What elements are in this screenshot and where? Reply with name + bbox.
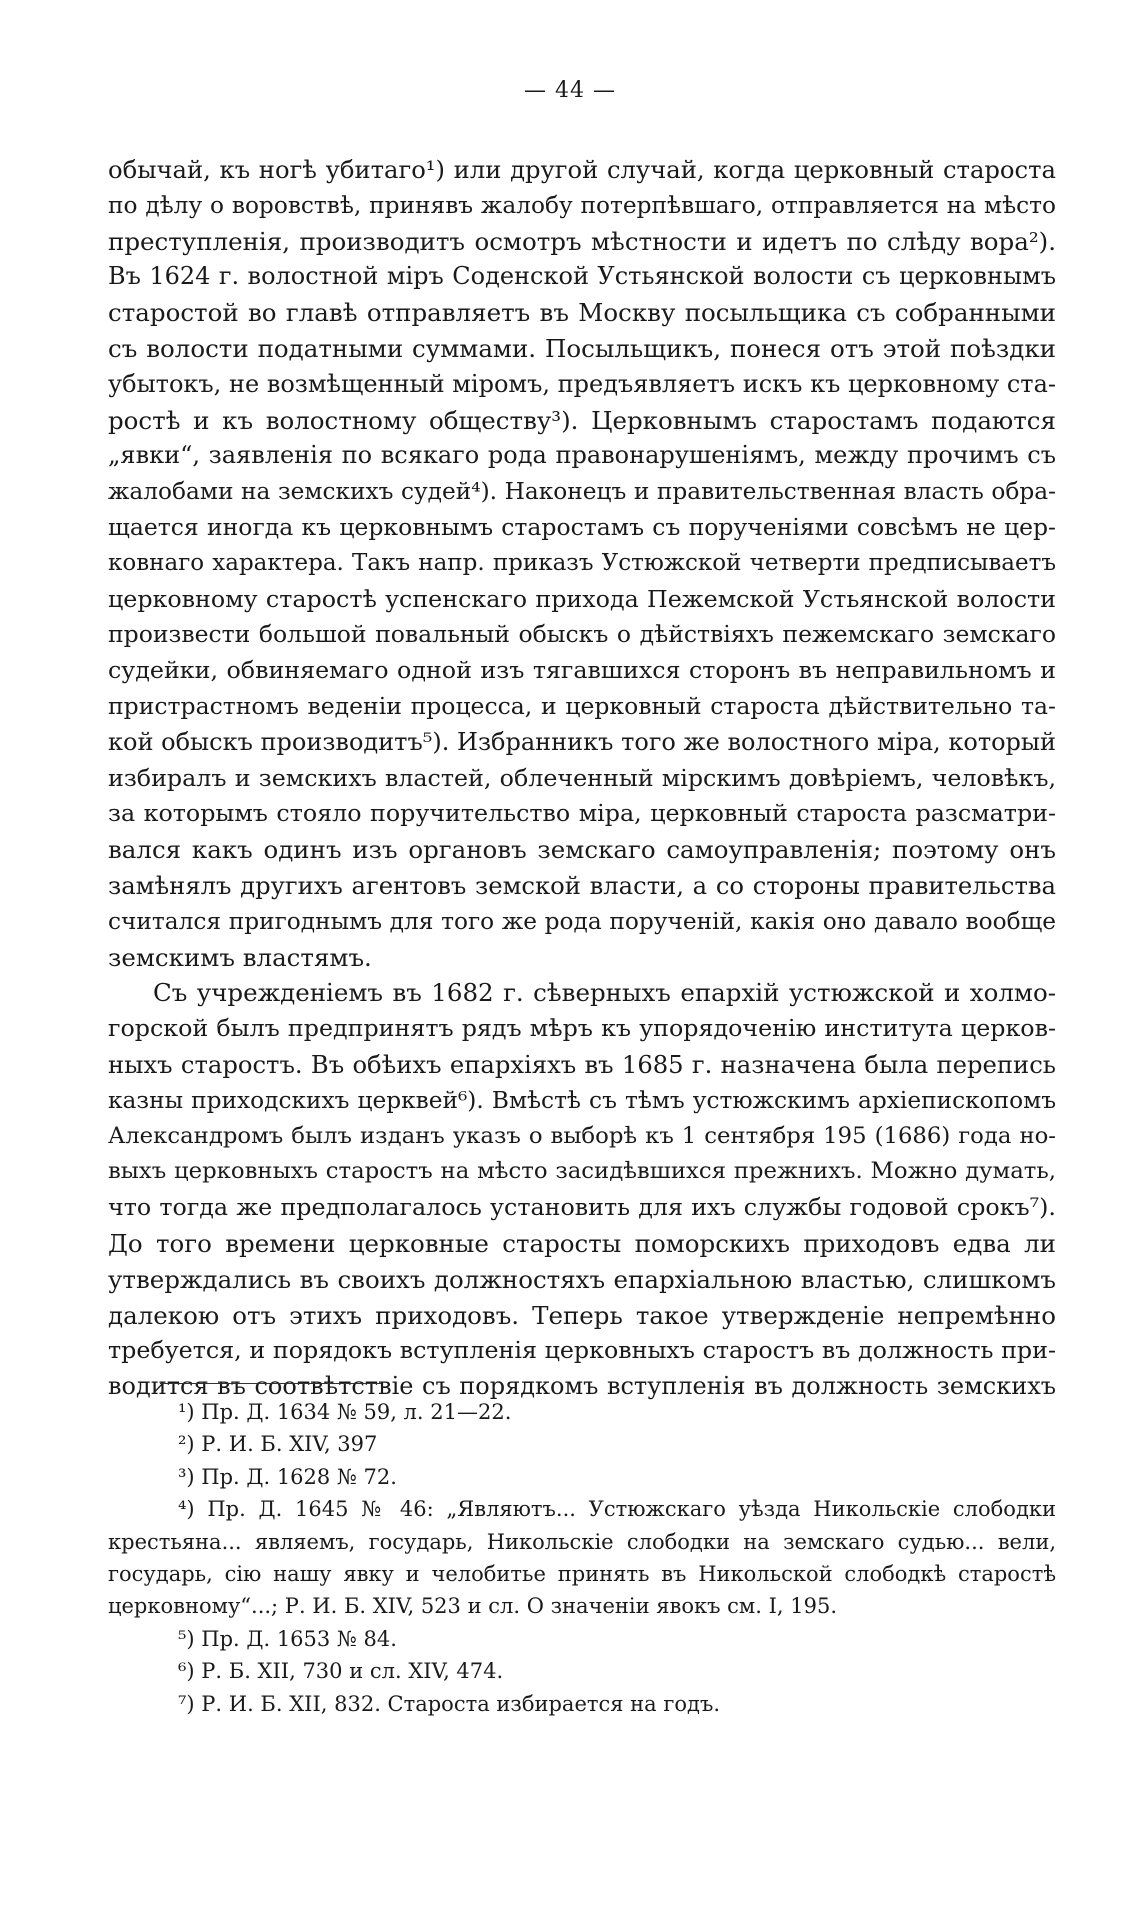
footnotes: [108, 1396, 1056, 1720]
text-line: ростѣ и къ волостному обществу³). Церковнымъ старостамъ подаются: [108, 405, 1056, 435]
footnote-2: ²) Р. И. Б. XIV, 397: [178, 1432, 378, 1457]
text-line: избиралъ и земскихъ властей, облеченный мірскимъ довѣріемъ, человѣкъ,: [108, 763, 1056, 792]
text-line: обычай, къ ногѣ убитаго¹) или другой случай, когда церковный староста: [108, 155, 1056, 184]
main-text: [108, 152, 1056, 1405]
footnote-7: ⁷) Р. И. Б. XII, 832. Староста избирается на годъ.: [178, 1691, 720, 1716]
text-line: щается иногда къ церковнымъ старостамъ съ порученіями совсѣмъ не цер-: [108, 512, 1056, 541]
text-line: пристрастномъ веденіи процесса, и церковный староста дѣйствительно та-: [108, 691, 1056, 720]
text-line: церковному старостѣ успенскаго прихода Пежемской Устьянской волости: [108, 584, 1056, 613]
text-line: жалобами на земскихъ судей⁴). Наконецъ и правительственная власть обра-: [108, 478, 1056, 506]
text-line: что тогда же предполагалось установить для ихъ службы годовой срокъ⁷).: [108, 1193, 1056, 1222]
text-line: Въ 1624 г. волостной міръ Соденской Устьянской волости съ церковнымъ: [108, 262, 1056, 291]
text-line: требуется, и порядокъ вступленія церковныхъ старостъ въ должность при-: [108, 1336, 1056, 1365]
footnote-6: ⁶) Р. Б. XII, 730 и сл. XIV, 474.: [178, 1659, 504, 1684]
text-line: „явки“, заявленія по всякаго рода правонарушеніямъ, между прочимъ съ: [108, 441, 1056, 470]
text-line: выхъ церковныхъ старостъ на мѣсто засидѣвшихся прежнихъ. Можно думать,: [108, 1158, 1056, 1185]
footnote-1: ¹) Пр. Д. 1634 № 59, л. 21—22.: [178, 1400, 512, 1424]
paragraph-end-line: земскимъ властямъ.: [108, 942, 372, 972]
text-line: по дѣлу о воровствѣ, принявъ жалобу потерпѣвшаго, отправляется на мѣсто: [108, 191, 1056, 219]
text-line: вался какъ одинъ изъ органовъ земскаго самоуправленія; поэтому онъ: [108, 835, 1056, 865]
text-line: за которымъ стояло поручительство міра, церковный староста разсматри-: [108, 799, 1056, 828]
text-line: далекою отъ этихъ приходовъ. Теперь такое утвержденіе непремѣнно: [108, 1300, 1056, 1330]
text-line: горской былъ предпринятъ рядъ мѣръ къ упорядоченію института церков-: [108, 1014, 1056, 1043]
text-line: старостой во главѣ отправляетъ въ Москву посыльщика съ собранными: [108, 298, 1056, 328]
text-line: ковнаго характера. Такъ напр. приказъ Устюжской четверти предписываетъ: [108, 549, 1056, 576]
footnote-4-line: государь, сію нашу явку и челобитье принять въ Никольской слободкѣ старостѣ: [108, 1561, 1056, 1586]
page-number: — 44 —: [524, 78, 616, 103]
text-line: утверждались въ своихъ должностяхъ епархіальною властью, слишкомъ: [108, 1264, 1056, 1294]
footnote-divider: [160, 1383, 381, 1384]
text-line: съ волости податными суммами. Посыльщикъ, понеся отъ этой поѣздки: [108, 333, 1056, 363]
text-line: водится въ соотвѣтствіе съ порядкомъ вступленія въ должность земскихъ: [108, 1372, 1056, 1401]
text-line: кой обыскъ производитъ⁵). Избранникъ того же волостного міра, который: [108, 727, 1056, 756]
text-line: произвести большой повальный обыскъ о дѣйствіяхъ пежемскаго земскаго: [108, 620, 1056, 649]
text-line: ныхъ старостъ. Въ обѣихъ епархіяхъ въ 1685 г. назначена была перепись: [108, 1049, 1056, 1079]
footnote-5: ⁵) Пр. Д. 1653 № 84.: [178, 1626, 397, 1651]
footnote-3: ³) Пр. Д. 1628 № 72.: [178, 1464, 397, 1489]
footnote-4-line: церковному“...; Р. И. Б. XIV, 523 и сл. О значеніи явокъ см. I, 195.: [108, 1594, 837, 1619]
text-line: Александромъ былъ изданъ указъ о выборѣ къ 1 сентября 195 (1686) года но-: [108, 1122, 1056, 1149]
text-line: До того времени церковные старосты поморскихъ приходовъ едва ли: [108, 1228, 1056, 1258]
footnote-4-line: крестьяна... являемъ, государь, Никольскіе слободки на земскаго судью... вели,: [108, 1529, 1056, 1554]
text-line: преступленія, производитъ осмотръ мѣстности и идетъ по слѣду вора²).: [108, 226, 1056, 256]
paragraph-start-line: Съ учрежденіемъ въ 1682 г. сѣверныхъ епархій устюжской и холмо-: [153, 978, 1056, 1008]
text-line: казны приходскихъ церквей⁶). Вмѣстѣ съ тѣмъ устюжскимъ архіепископомъ: [108, 1086, 1056, 1114]
text-line: убытокъ, не возмѣщенный міромъ, предъявляетъ искъ къ церковному ста-: [108, 369, 1056, 398]
text-line: замѣнялъ другихъ агентовъ земской власти, а со стороны правительства: [108, 870, 1056, 900]
text-line: считался пригоднымъ для того же рода порученій, какія оно давало вообще: [108, 907, 1056, 935]
footnote-4: ⁴) Пр. Д. 1645 № 46: „Являютъ... Устюжскаго уѣзда Никольскіе слободки: [178, 1497, 1056, 1522]
text-line: судейки, обвиняемаго одной изъ тягавшихся сторонъ въ неправильномъ и: [108, 656, 1056, 685]
